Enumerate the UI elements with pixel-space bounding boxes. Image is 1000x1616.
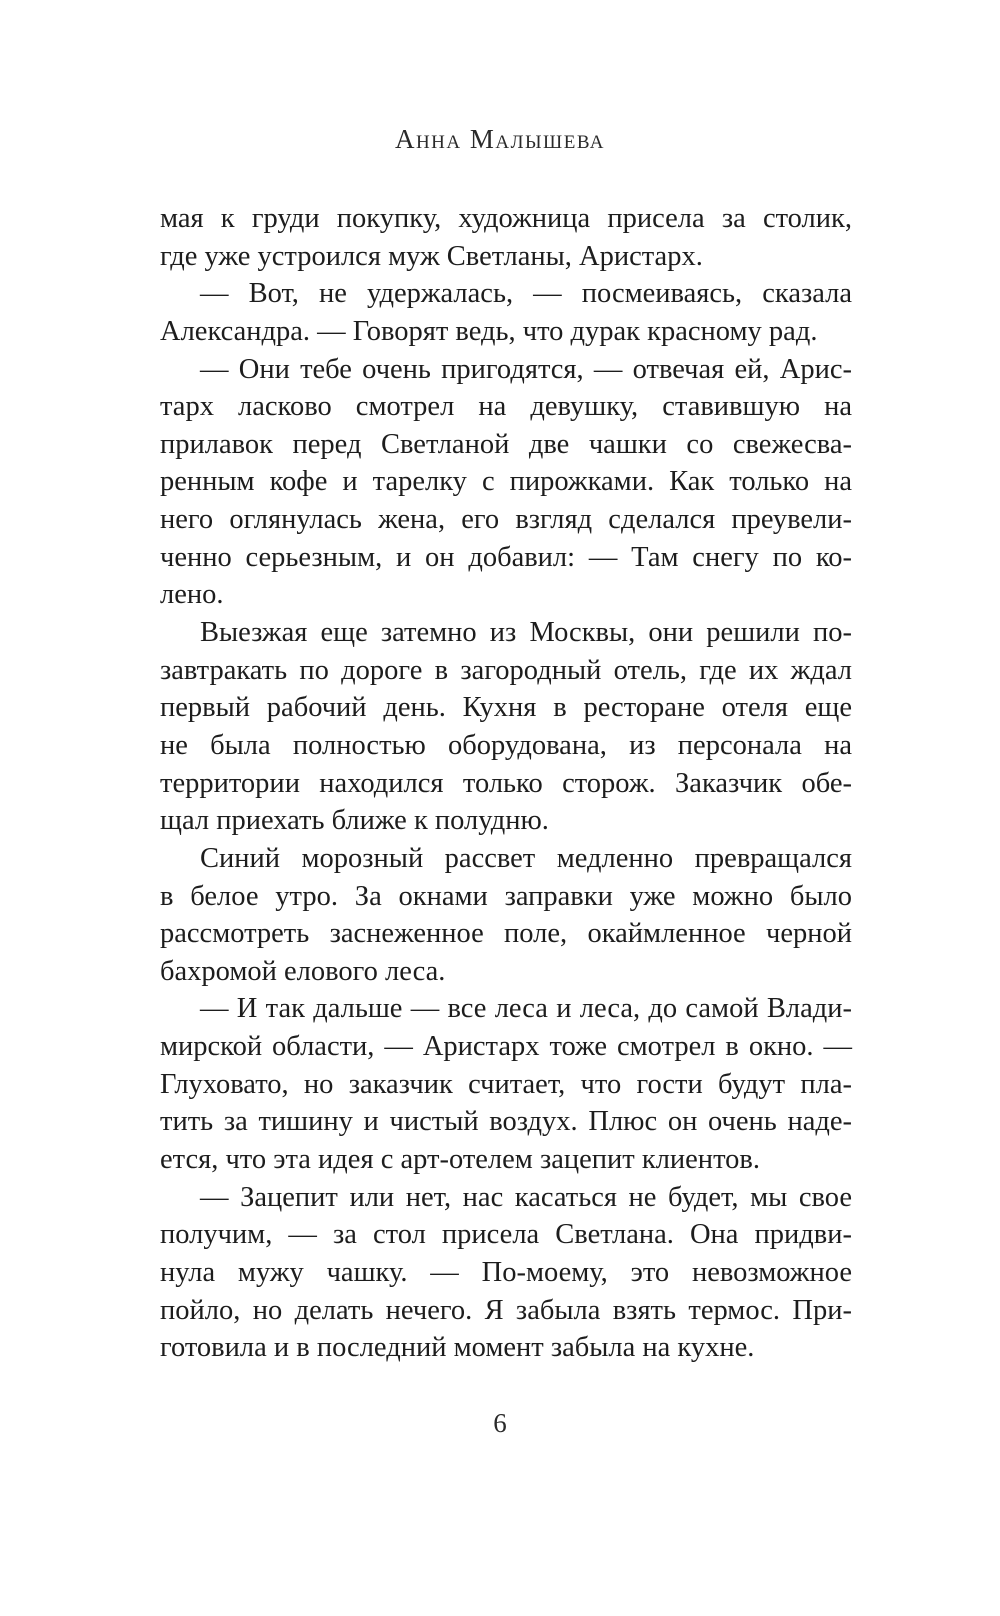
text-line: готовила и в последний момент забыла на кухне. <box>160 1332 755 1364</box>
page-number: 6 <box>493 1408 507 1438</box>
text-line: нула мужу чашку. — По-моему, это невозможное <box>160 1256 852 1288</box>
text-line: ченно серьезным, и он добавил: — Там снегу по ко- <box>160 541 852 573</box>
text-line: тить за тишину и чистый воздух. Плюс он очень наде- <box>160 1106 852 1138</box>
body-text <box>160 200 852 1367</box>
text-line: — Они тебе очень пригодятся, — отвечая ей, Арис- <box>200 353 852 385</box>
text-line: получим, — за стол присела Светлана. Она придви- <box>160 1219 852 1251</box>
text-line: пойло, но делать нечего. Я забыла взять термос. При- <box>160 1294 852 1326</box>
text-line: — Вот, не удержалась, — посмеиваясь, сказала <box>200 278 852 310</box>
text-line: территории находился только сторож. Заказчик обе- <box>160 767 852 799</box>
text-line: прилавок перед Светланой две чашки со свежесва- <box>160 428 852 460</box>
text-line: лено. <box>160 579 224 611</box>
text-line: ется, что эта идея с арт-отелем зацепит клиентов. <box>160 1144 760 1176</box>
text-line: — Зацепит или нет, нас касаться не будет, мы свое <box>200 1181 852 1213</box>
text-line: тарх ласково смотрел на девушку, ставившую на <box>160 391 852 423</box>
text-line: щал приехать ближе к полудню. <box>160 805 549 837</box>
text-line: не была полностью оборудована, из персонала на <box>160 729 852 761</box>
text-line: первый рабочий день. Кухня в ресторане отеля еще <box>160 692 852 724</box>
text-line: Александра. — Говорят ведь, что дурак красному рад. <box>160 315 818 347</box>
text-line: — И так дальше — все леса и леса, до самой Влади- <box>200 993 852 1025</box>
text-line: где уже устроился муж Светланы, Аристарх. <box>160 240 703 272</box>
text-line: него оглянулась жена, его взгляд сделался преувели- <box>160 504 852 536</box>
text-line: завтракать по дороге в загородный отель, где их ждал <box>160 654 852 686</box>
text-line: мирской области, — Аристарх тоже смотрел в окно. — <box>160 1031 852 1063</box>
text-line: ренным кофе и тарелку с пирожками. Как только на <box>160 466 852 498</box>
text-line: бахромой елового леса. <box>160 955 446 987</box>
text-line: в белое утро. За окнами заправки уже можно было <box>160 880 852 912</box>
text-line: Выезжая еще затемно из Москвы, они решили по- <box>200 617 852 649</box>
text-line: Синий морозный рассвет медленно превращался <box>200 842 852 874</box>
text-line: рассмотреть заснеженное поле, окаймленное черной <box>160 918 852 950</box>
text-line: Глуховато, но заказчик считает, что гости будут пла- <box>160 1068 852 1100</box>
running-head-author: Анна Малышева <box>394 124 606 154</box>
text-line: мая к груди покупку, художница присела за столик, <box>160 203 852 234</box>
